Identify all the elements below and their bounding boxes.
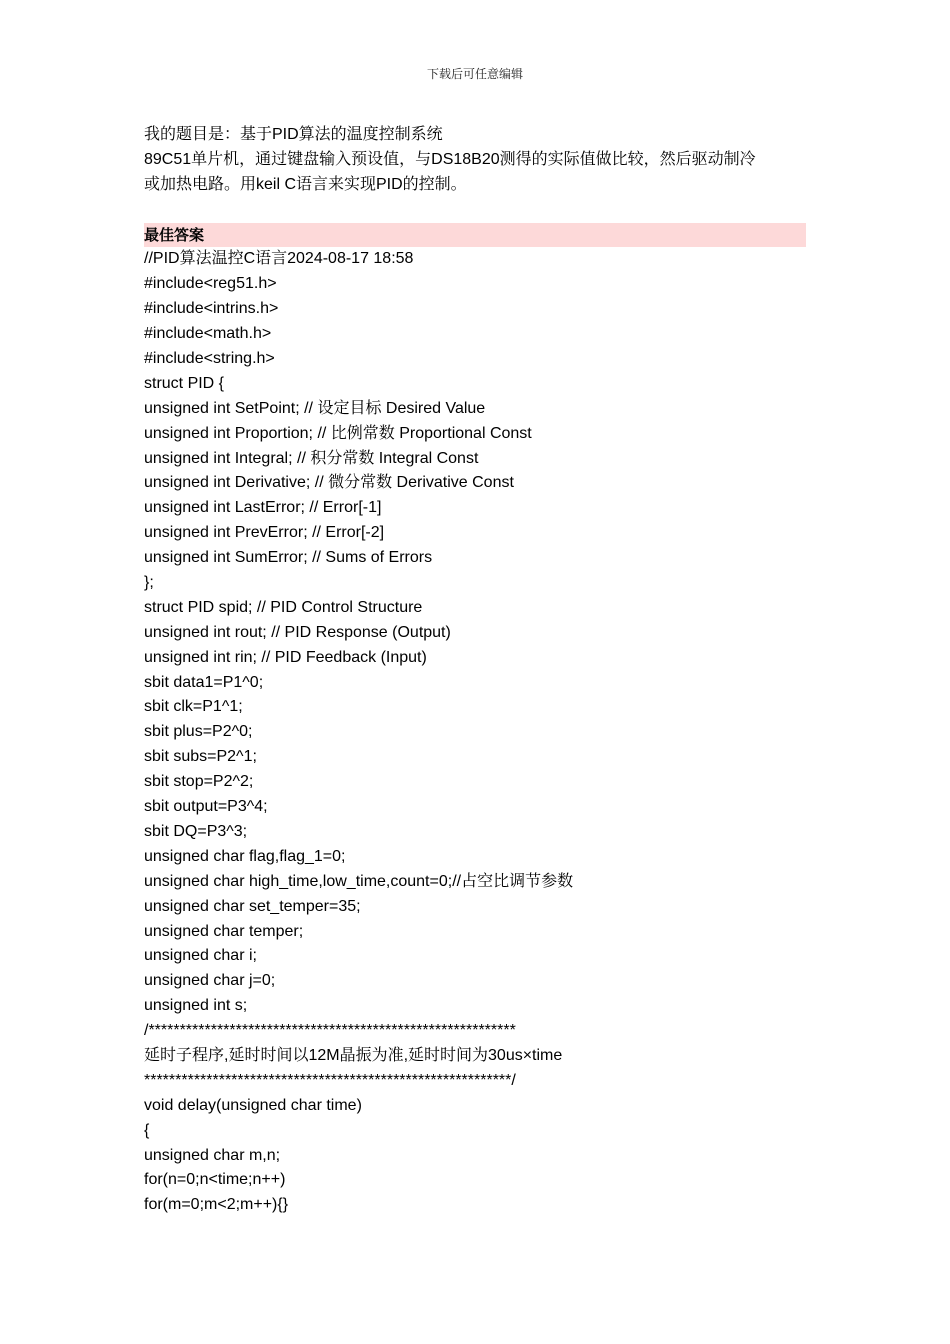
code-line: unsigned char temper; xyxy=(144,922,304,940)
code-line: 延时子程序,延时时间以12M晶振为准,延时时间为30us×time xyxy=(144,1046,563,1064)
code-line: unsigned int SumError; // Sums of Errors xyxy=(144,549,433,567)
question-line: 我的题目是：基于PID算法的温度控制系统 xyxy=(144,126,443,143)
code-line: unsigned int s; xyxy=(144,997,248,1015)
code-line: struct PID spid; // PID Control Structure xyxy=(144,598,423,616)
code-block xyxy=(144,247,809,1218)
code-line: unsigned int Derivative; // 微分常数 Derivative Const xyxy=(144,474,514,492)
code-line: //PID算法温控C语言2024-08-17 18:58 xyxy=(144,250,414,268)
page-header: 下载后可任意编辑 xyxy=(426,67,523,81)
code-line: #include<reg51.h> xyxy=(144,275,277,293)
question-line: 89C51单片机，通过键盘输入预设值，与DS18B20测得的实际值做比较，然后驱动制冷 xyxy=(144,150,756,168)
code-line: sbit clk=P1^1; xyxy=(144,698,243,716)
code-line: sbit output=P3^4; xyxy=(144,798,268,816)
code-line: ***********************************************************/ xyxy=(144,1071,516,1089)
code-line: #include<string.h> xyxy=(144,350,275,368)
code-line: unsigned char set_temper=35; xyxy=(144,897,361,915)
code-line: sbit data1=P1^0; xyxy=(144,673,264,691)
code-line: for(n=0;n<time;n++) xyxy=(144,1171,286,1189)
code-line: unsigned int Integral; // 积分常数 Integral Const xyxy=(144,449,479,467)
code-line: void delay(unsigned char time) xyxy=(144,1096,362,1114)
code-line: struct PID { xyxy=(144,374,225,392)
code-line: unsigned int PrevError; // Error[-2] xyxy=(144,524,385,542)
code-line: unsigned char i; xyxy=(144,947,257,965)
code-line: sbit DQ=P3^3; xyxy=(144,822,248,840)
code-line: unsigned int rout; // PID Response (Output) xyxy=(144,623,451,641)
code-line: unsigned int rin; // PID Feedback (Input) xyxy=(144,648,427,666)
code-line: }; xyxy=(144,574,154,592)
code-line: unsigned int LastError; // Error[-1] xyxy=(144,499,382,517)
code-line: /*********************************************************** xyxy=(144,1022,516,1040)
code-line: unsigned char high_time,low_time,count=0;//占空比调节参数 xyxy=(144,872,574,890)
code-line: unsigned char flag,flag_1=0; xyxy=(144,847,346,865)
code-line: #include<math.h> xyxy=(144,325,272,343)
question-line: 或加热电路。用keil C语言来实现PID的控制。 xyxy=(144,175,467,193)
code-line: { xyxy=(144,1121,150,1139)
document-body xyxy=(144,123,809,1218)
code-line: unsigned int SetPoint; // 设定目标 Desired Value xyxy=(144,399,486,417)
code-line: unsigned char j=0; xyxy=(144,972,276,990)
code-line: sbit plus=P2^0; xyxy=(144,723,253,741)
code-line: for(m=0;m<2;m++){} xyxy=(144,1196,289,1214)
code-line: sbit stop=P2^2; xyxy=(144,773,254,791)
code-line: unsigned char m,n; xyxy=(144,1146,281,1164)
code-line: unsigned int Proportion; // 比例常数 Proportional Const xyxy=(144,424,532,442)
answer-heading: 最佳答案 xyxy=(144,223,806,248)
code-line: #include<intrins.h> xyxy=(144,300,279,318)
code-line: sbit subs=P2^1; xyxy=(144,748,257,766)
spacer xyxy=(144,198,809,223)
question-text xyxy=(144,123,809,198)
